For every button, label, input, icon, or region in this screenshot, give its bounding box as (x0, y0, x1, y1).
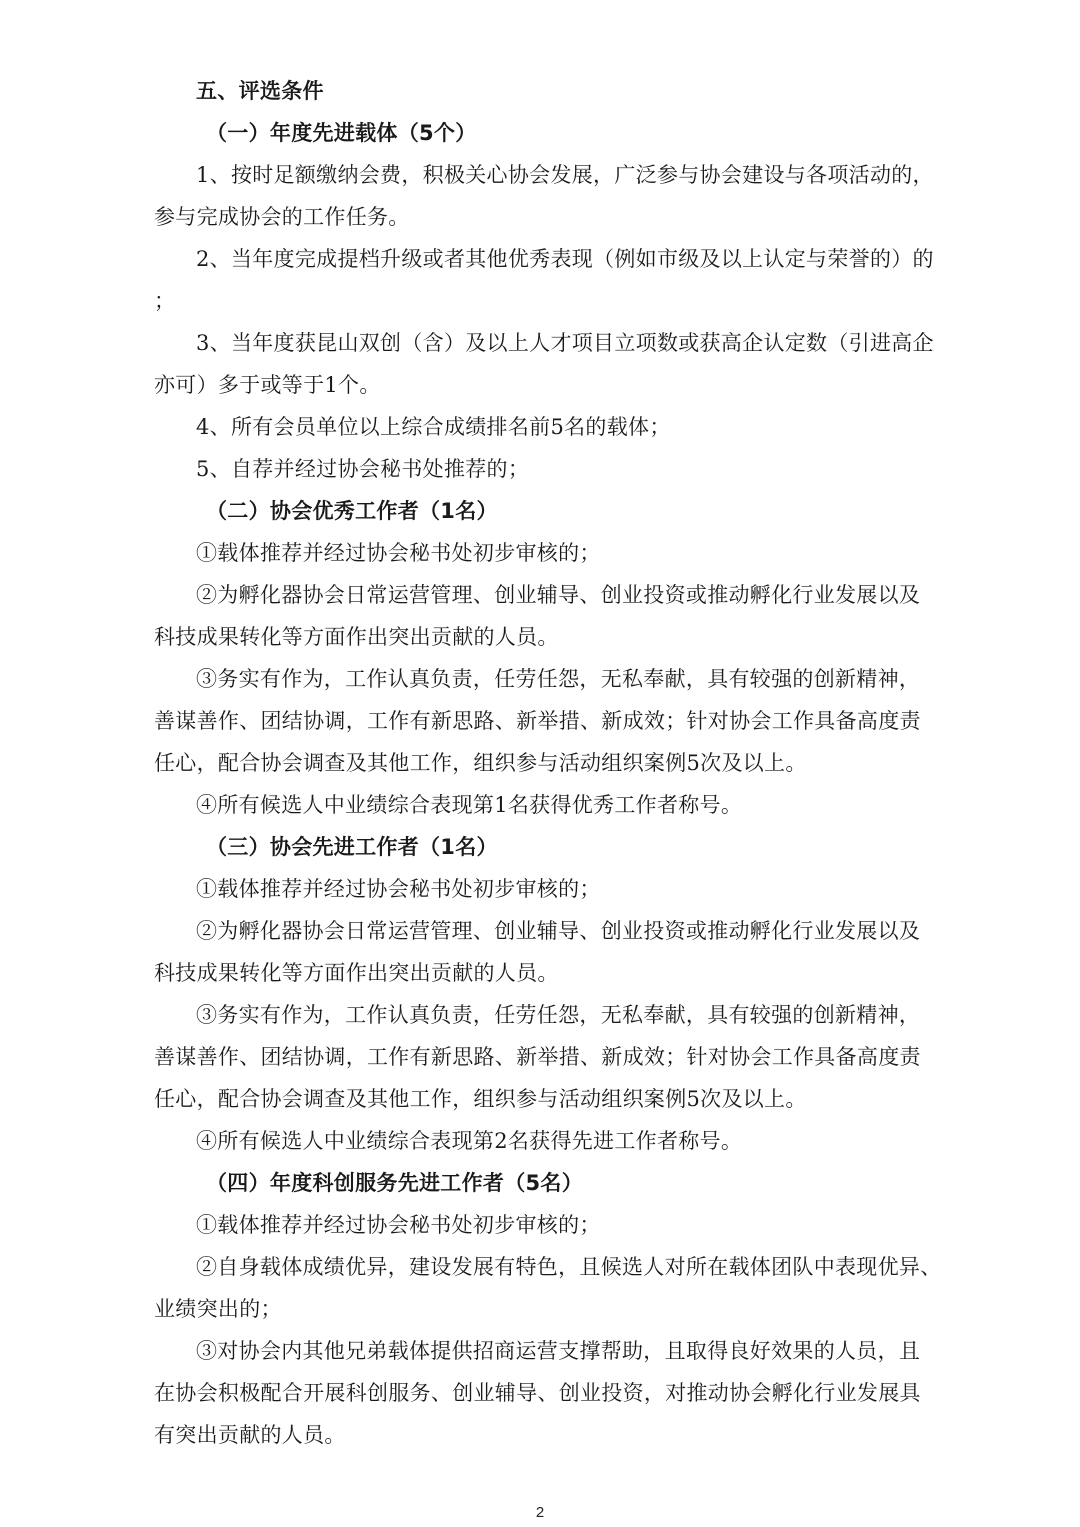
paragraph-line: ②为孵化器协会日常运营管理、创业辅导、创业投资或推动孵化行业发展以及 (196, 583, 921, 607)
section-heading: 五、评选条件 (196, 79, 324, 103)
paragraph-line: 亦可）多于或等于1个。 (154, 373, 381, 397)
paragraph-line: ④所有候选人中业绩综合表现第1名获得优秀工作者称号。 (196, 793, 743, 817)
paragraph-line: 5、自荐并经过协会秘书处推荐的； (196, 457, 530, 481)
paragraph-line: ①载体推荐并经过协会秘书处初步审核的； (196, 1213, 601, 1237)
paragraph-line: ②自身载体成绩优异，建设发展有特色，且候选人对所在载体团队中表现优异、 (196, 1255, 942, 1279)
paragraph-line: 3、当年度获昆山双创（含）及以上人才项目立项数或获高企认定数（引进高企 (196, 331, 934, 355)
paragraph-line: ③务实有作为，工作认真负责，任劳任怨，无私奉献，具有较强的创新精神， (196, 1003, 921, 1027)
paragraph-line: 善谋善作、团结协调，工作有新思路、新举措、新成效；针对协会工作具备高度责 (154, 709, 921, 733)
paragraph-line: 科技成果转化等方面作出突出贡献的人员。 (154, 625, 559, 649)
paragraph-line: 1、按时足额缴纳会费，积极关心协会发展，广泛参与协会建设与各项活动的， (196, 163, 934, 187)
paragraph-line: ③对协会内其他兄弟载体提供招商运营支撑帮助，且取得良好效果的人员，且 (196, 1339, 921, 1363)
paragraph-line: ①载体推荐并经过协会秘书处初步审核的； (196, 877, 601, 901)
paragraph-line: ①载体推荐并经过协会秘书处初步审核的； (196, 541, 601, 565)
subsection-heading: （二）协会优秀工作者（1名） (206, 499, 498, 523)
subsection-heading: （一）年度先进载体（5个） (206, 121, 477, 145)
paragraph-line: ③务实有作为，工作认真负责，任劳任怨，无私奉献，具有较强的创新精神， (196, 667, 921, 691)
paragraph-line: 参与完成协会的工作任务。 (154, 205, 410, 229)
paragraph-line: 善谋善作、团结协调，工作有新思路、新举措、新成效；针对协会工作具备高度责 (154, 1045, 921, 1069)
page-number: 2 (535, 1504, 545, 1521)
paragraph-line: 科技成果转化等方面作出突出贡献的人员。 (154, 961, 559, 985)
paragraph-line: 2、当年度完成提档升级或者其他优秀表现（例如市级及以上认定与荣誉的）的 (196, 247, 934, 271)
paragraph-line: 有突出贡献的人员。 (154, 1423, 346, 1447)
paragraph-line: ②为孵化器协会日常运营管理、创业辅导、创业投资或推动孵化行业发展以及 (196, 919, 921, 943)
paragraph-line: 任心，配合协会调查及其他工作，组织参与活动组织案例5次及以上。 (154, 1087, 807, 1111)
paragraph-line: 在协会积极配合开展科创服务、创业辅导、创业投资，对推动协会孵化行业发展具 (154, 1381, 921, 1405)
paragraph-line: 业绩突出的； (154, 1297, 282, 1321)
document-body (154, 70, 944, 1456)
paragraph-line: 任心，配合协会调查及其他工作，组织参与活动组织案例5次及以上。 (154, 751, 807, 775)
paragraph-line: 4、所有会员单位以上综合成绩排名前5名的载体； (196, 415, 671, 439)
paragraph-line: ； (154, 289, 176, 313)
paragraph-line: ④所有候选人中业绩综合表现第2名获得先进工作者称号。 (196, 1129, 743, 1153)
subsection-heading: （三）协会先进工作者（1名） (206, 835, 498, 859)
subsection-heading: （四）年度科创服务先进工作者（5名） (206, 1171, 584, 1195)
